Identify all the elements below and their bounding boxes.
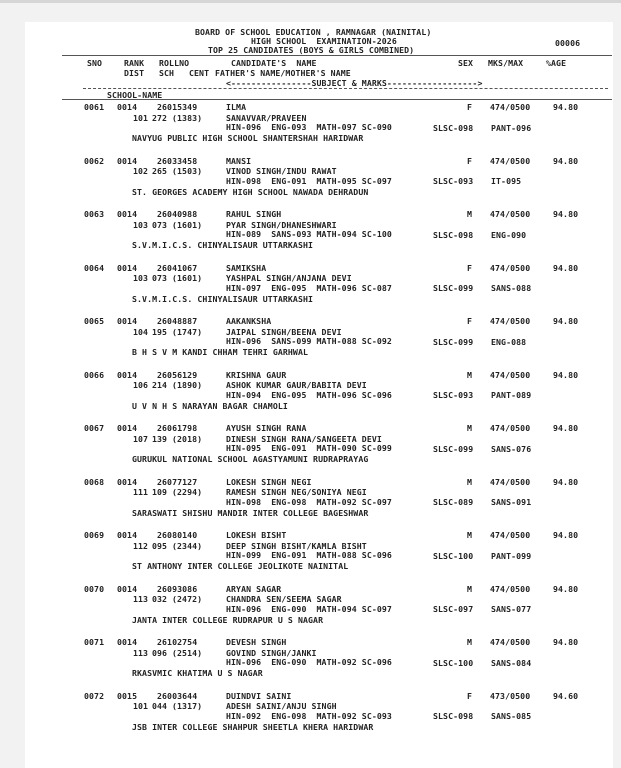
col-school-name: SCHOOL-NAME — [107, 90, 163, 100]
additional-subject-1: SLSC-093 — [433, 176, 474, 186]
serial-number: 0066 — [84, 369, 105, 380]
parents-name: GOVIND SINGH/JANKI — [226, 647, 317, 658]
candidate-name: ILMA — [226, 102, 247, 112]
school-name: S.V.M.I.C.S. CHINYALISAUR UTTARKASHI — [132, 240, 314, 250]
candidate-name: AYUSH SINGH RANA — [226, 423, 307, 433]
additional-subject-2: SANS-076 — [491, 443, 532, 454]
marks: 474/0500 — [490, 583, 531, 594]
col-marks: MKS/MAX — [488, 58, 524, 68]
serial-number: 0072 — [84, 690, 105, 701]
candidate-name: LOKESH SINGH NEGI — [226, 476, 312, 487]
subject-marks: HIN-094 ENG-095 MATH-096 SC-096 — [226, 389, 392, 400]
report-title: TOP 25 CANDIDATES (BOYS & GIRLS COMBINED) — [208, 45, 415, 55]
district-code: 101 — [133, 112, 149, 123]
centre-code: (2018) — [172, 433, 203, 444]
additional-subject-1: SLSC-089 — [433, 497, 474, 507]
serial-number: 0062 — [84, 155, 105, 166]
centre-code: (1601) — [172, 273, 203, 283]
serial-number: 0071 — [84, 637, 105, 647]
sex: F — [467, 316, 473, 326]
school-name: JANTA INTER COLLEGE RUDRAPUR U S NAGAR — [132, 614, 324, 625]
parents-name: CHANDRA SEN/SEEMA SAGAR — [226, 594, 342, 604]
school-code: 073 — [152, 273, 168, 283]
subject-marks: HIN-095 ENG-091 MATH-090 SC-099 — [226, 443, 392, 453]
sex: M — [467, 637, 473, 647]
subject-marks: HIN-098 ENG-098 MATH-092 SC-097 — [226, 496, 392, 507]
additional-subject-2: IT-095 — [491, 176, 522, 186]
sex: M — [467, 530, 473, 540]
centre-code: (1747) — [172, 326, 203, 337]
roll-number: 26040988 — [157, 209, 198, 219]
col-rollno: ROLLNO — [159, 58, 190, 68]
roll-number: 26003644 — [157, 690, 198, 701]
school-name: GURUKUL NATIONAL SCHOOL AGASTYAMUNI RUDRAPRAYAG — [132, 454, 369, 464]
page-number: 00006 — [555, 38, 581, 48]
marks: 474/0500 — [490, 209, 531, 219]
additional-subject-2: ENG-088 — [491, 336, 527, 347]
additional-subject-2: SANS-077 — [491, 604, 532, 614]
district-code: 104 — [133, 326, 149, 337]
roll-number: 26048887 — [157, 316, 198, 326]
header-rule-top — [62, 55, 612, 56]
district-code: 107 — [133, 433, 149, 444]
col-sch: SCH — [159, 68, 175, 78]
additional-subject-1: SLSC-093 — [433, 390, 474, 400]
centre-code: (1890) — [172, 380, 203, 390]
school-name: S.V.M.I.C.S. CHINYALISAUR UTTARKASHI — [132, 293, 314, 304]
sex: M — [467, 423, 473, 433]
roll-number: 26015349 — [157, 102, 198, 112]
marks: 474/0500 — [490, 369, 531, 380]
serial-number: 0067 — [84, 423, 105, 433]
additional-subject-2: PANT-089 — [491, 390, 532, 400]
parents-name: YASHPAL SINGH/ANJANA DEVI — [226, 273, 352, 283]
additional-subject-1: SLSC-100 — [433, 550, 474, 561]
serial-number: 0068 — [84, 476, 105, 487]
serial-number: 0069 — [84, 530, 105, 540]
serial-number: 0064 — [84, 262, 105, 273]
rank: 0014 — [117, 530, 138, 540]
parents-name: DINESH SINGH RANA/SANGEETA DEVI — [226, 433, 382, 444]
roll-number: 26061798 — [157, 423, 198, 433]
rank: 0014 — [117, 476, 138, 487]
additional-subject-2: SANS-091 — [491, 497, 532, 507]
parents-name: VINOD SINGH/INDU RAWAT — [226, 166, 337, 176]
board-title: BOARD OF SCHOOL EDUCATION , RAMNAGAR (NAINITAL) — [195, 27, 432, 37]
subject-marks: HIN-099 ENG-091 MATH-088 SC-096 — [226, 550, 392, 560]
additional-subject-1: SLSC-098 — [433, 122, 474, 133]
school-code: 073 — [152, 219, 168, 230]
school-name: JSB INTER COLLEGE SHAHPUR SHEETLA KHERA HARIDWAR — [132, 721, 374, 732]
rank: 0014 — [117, 155, 138, 166]
marks: 474/0500 — [490, 102, 531, 112]
additional-subject-1: SLSC-098 — [433, 229, 474, 240]
candidate-name: MANSI — [226, 155, 252, 166]
school-code: 044 — [152, 701, 168, 711]
rank: 0014 — [117, 209, 138, 219]
candidate-name: RAHUL SINGH — [226, 209, 282, 219]
centre-code: (2294) — [172, 487, 203, 497]
sex: M — [467, 583, 473, 594]
marks: 474/0500 — [490, 530, 531, 540]
additional-subject-1: SLSC-100 — [433, 657, 474, 668]
centre-code: (2472) — [172, 594, 203, 604]
subject-marks: HIN-092 ENG-098 MATH-092 SC-093 — [226, 710, 392, 721]
rank: 0014 — [117, 369, 138, 380]
parents-name: SANAVVAR/PRAVEEN — [226, 112, 307, 123]
rank: 0014 — [117, 316, 138, 326]
school-name: B H S V M KANDI CHHAM TEHRI GARHWAL — [132, 347, 309, 357]
school-name: NAVYUG PUBLIC HIGH SCHOOL SHANTERSHAH HARIDWAR — [132, 133, 364, 143]
school-code: 096 — [152, 647, 168, 658]
additional-subject-1: SLSC-099 — [433, 443, 474, 454]
district-code: 101 — [133, 701, 149, 711]
parents-name: ASHOK KUMAR GAUR/BABITA DEVI — [226, 380, 367, 390]
col-sex: SEX — [458, 58, 474, 68]
candidate-name: SAMIKSHA — [226, 262, 267, 273]
school-name: U V N H S NARAYAN BAGAR CHAMOLI — [132, 400, 288, 411]
rank: 0014 — [117, 583, 138, 594]
percentage: 94.80 — [553, 637, 579, 647]
school-code: 214 — [152, 380, 168, 390]
roll-number: 26077127 — [157, 476, 198, 487]
percentage: 94.60 — [553, 690, 579, 701]
parents-name: JAIPAL SINGH/BEENA DEVI — [226, 326, 342, 337]
centre-code: (1601) — [172, 219, 203, 230]
candidate-name: DUINDVI SAINI — [226, 690, 292, 701]
subject-marks: HIN-089 SANS-093 MATH-094 SC-100 — [226, 229, 392, 239]
district-code: 102 — [133, 166, 149, 176]
marks: 474/0500 — [490, 476, 531, 487]
district-code: 111 — [133, 487, 149, 497]
window-top-edge — [0, 0, 621, 3]
col-sno: SNO — [87, 58, 103, 68]
marks: 474/0500 — [490, 155, 531, 166]
subject-marks: HIN-096 SANS-099 MATH-088 SC-092 — [226, 336, 392, 346]
percentage: 94.80 — [553, 369, 579, 380]
rank: 0014 — [117, 262, 138, 273]
col-dist: DIST — [124, 68, 145, 78]
district-code: 113 — [133, 594, 149, 604]
centre-code: (1383) — [172, 112, 203, 123]
sex: M — [467, 369, 473, 380]
additional-subject-2: SANS-088 — [491, 283, 532, 293]
centre-code: (1317) — [172, 701, 203, 711]
header-dashed-rule — [83, 88, 608, 89]
percentage: 94.80 — [553, 530, 579, 540]
percentage: 94.80 — [553, 316, 579, 326]
additional-subject-2: PANT-099 — [491, 550, 532, 561]
additional-subject-2: ENG-090 — [491, 229, 527, 240]
additional-subject-1: SLSC-097 — [433, 604, 474, 614]
marks: 474/0500 — [490, 262, 531, 273]
col-rank: RANK — [124, 58, 145, 68]
school-code: 139 — [152, 433, 168, 444]
header-rule-bottom — [62, 99, 612, 100]
subject-marks: HIN-096 ENG-090 MATH-094 SC-097 — [226, 603, 392, 614]
roll-number: 26041067 — [157, 262, 198, 273]
candidate-name: DEVESH SINGH — [226, 637, 287, 647]
sex: F — [467, 262, 473, 273]
marks: 474/0500 — [490, 637, 531, 647]
school-name: ST. GEORGES ACADEMY HIGH SCHOOL NAWADA DEHRADUN — [132, 186, 369, 197]
serial-number: 0070 — [84, 583, 105, 594]
additional-subject-1: SLSC-098 — [433, 711, 474, 721]
marks: 474/0500 — [490, 316, 531, 326]
percentage: 94.80 — [553, 209, 579, 219]
subject-marks: HIN-097 ENG-095 MATH-096 SC-087 — [226, 282, 392, 293]
col-candidate-name: CANDIDATE'S NAME — [231, 58, 317, 68]
centre-code: (2514) — [172, 647, 203, 658]
additional-subject-1: SLSC-099 — [433, 283, 474, 293]
col-cent: CENT — [189, 68, 210, 78]
sex: F — [467, 102, 473, 112]
percentage: 94.80 — [553, 423, 579, 433]
sex: F — [467, 690, 473, 701]
col-parents-name: FATHER'S NAME/MOTHER'S NAME — [215, 68, 351, 78]
col-percentage: %AGE — [546, 58, 567, 68]
school-name: RKASVMIC KHATIMA U S NAGAR — [132, 668, 263, 678]
school-name: ST ANTHONY INTER COLLEGE JEOLIKOTE NAINITAL — [132, 561, 349, 571]
centre-code: (2344) — [172, 540, 203, 551]
district-code: 103 — [133, 273, 149, 283]
centre-code: (1503) — [172, 166, 203, 176]
rank: 0014 — [117, 102, 138, 112]
candidate-name: KRISHNA GAUR — [226, 369, 287, 380]
parents-name: DEEP SINGH BISHT/KAMLA BISHT — [226, 540, 367, 551]
school-name: SARASWATI SHISHU MANDIR INTER COLLEGE BAGESHWAR — [132, 507, 369, 518]
subject-marks: HIN-096 ENG-093 MATH-097 SC-090 — [226, 122, 392, 132]
percentage: 94.80 — [553, 476, 579, 487]
school-code: 272 — [152, 112, 168, 123]
roll-number: 26033458 — [157, 155, 198, 166]
roll-number: 26102754 — [157, 637, 198, 647]
parents-name: ADESH SAINI/ANJU SINGH — [226, 701, 337, 711]
roll-number: 26093086 — [157, 583, 198, 594]
subject-marks: HIN-098 ENG-091 MATH-095 SC-097 — [226, 175, 392, 186]
district-code: 106 — [133, 380, 149, 390]
rank: 0015 — [117, 690, 138, 701]
marks: 473/0500 — [490, 690, 531, 701]
exam-title: HIGH SCHOOL EXAMINATION-2026 — [251, 36, 397, 46]
school-code: 032 — [152, 594, 168, 604]
serial-number: 0061 — [84, 102, 105, 112]
percentage: 94.80 — [553, 155, 579, 166]
subject-marks: HIN-096 ENG-090 MATH-092 SC-096 — [226, 657, 392, 667]
parents-name: RAMESH SINGH NEG/SONIYA NEGI — [226, 487, 367, 497]
school-code: 095 — [152, 540, 168, 551]
marks: 474/0500 — [490, 423, 531, 433]
district-code: 113 — [133, 647, 149, 658]
sex: F — [467, 155, 473, 166]
roll-number: 26056129 — [157, 369, 198, 380]
serial-number: 0065 — [84, 316, 105, 326]
additional-subject-2: PANT-096 — [491, 122, 532, 133]
candidate-name: AAKANKSHA — [226, 316, 272, 326]
col-subject-marks: <----------------SUBJECT & MARKS------------------> — [226, 78, 483, 88]
serial-number: 0063 — [84, 209, 105, 219]
candidate-name: ARYAN SAGAR — [226, 583, 282, 594]
rank: 0014 — [117, 423, 138, 433]
additional-subject-2: SANS-085 — [491, 711, 532, 721]
roll-number: 26080140 — [157, 530, 198, 540]
school-code: 109 — [152, 487, 168, 497]
school-code: 265 — [152, 166, 168, 176]
school-code: 195 — [152, 326, 168, 337]
sex: M — [467, 476, 473, 487]
candidate-name: LOKESH BISHT — [226, 530, 287, 540]
percentage: 94.80 — [553, 262, 579, 273]
sex: M — [467, 209, 473, 219]
additional-subject-1: SLSC-099 — [433, 336, 474, 347]
rank: 0014 — [117, 637, 138, 647]
parents-name: PYAR SINGH/DHANESHWARI — [226, 219, 337, 230]
district-code: 112 — [133, 540, 149, 551]
district-code: 103 — [133, 219, 149, 230]
percentage: 94.80 — [553, 102, 579, 112]
additional-subject-2: SANS-084 — [491, 657, 532, 668]
percentage: 94.80 — [553, 583, 579, 594]
